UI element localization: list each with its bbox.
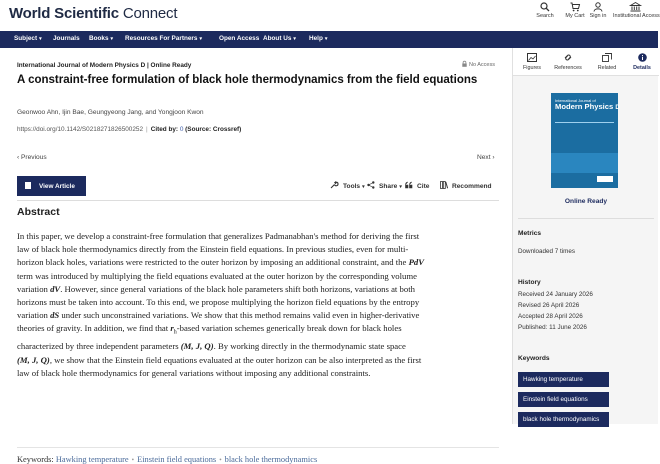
view-article-button[interactable] (17, 176, 86, 196)
article-title: A constraint-free formulation of black hole thermodynamics from the field equations (17, 74, 478, 86)
keywords-label: Keywords: (17, 455, 54, 464)
cover-title-letter: D (615, 105, 620, 111)
math-symbol: r (170, 323, 174, 334)
search-icon (540, 2, 550, 12)
recommend-button[interactable] (440, 181, 492, 190)
tab-label: Figures (523, 65, 541, 71)
abstract-line: term was introduced by multiplying the field equations evaluated at the outer horizon by the corresponding volume (17, 270, 418, 281)
chevron-left-icon: ‹ (17, 154, 22, 161)
next-label: Next (477, 154, 491, 161)
library-icon (440, 181, 448, 189)
cover-title-main: Modern Physics (555, 102, 614, 111)
chevron-down-icon: ▾ (39, 36, 42, 42)
chevron-down-icon: ▾ (324, 36, 328, 42)
nav-open-access[interactable]: Open Access (219, 35, 260, 42)
share-button[interactable] (367, 181, 402, 190)
journal-cover[interactable] (551, 93, 618, 188)
chevron-right-icon: › (490, 154, 495, 161)
publisher-logo (597, 176, 613, 182)
view-article-label: View Article (39, 183, 75, 190)
cover-line1: International Journal of (555, 98, 596, 103)
tab-related[interactable] (589, 53, 625, 71)
metrics-heading: Metrics (518, 230, 542, 237)
cite-label: Cite (417, 183, 430, 190)
share-label: Share (379, 183, 398, 190)
tools-label: Tools (343, 183, 361, 190)
keyword-link[interactable]: black hole thermodynamics (224, 455, 318, 464)
keyword-link[interactable]: Hawking temperature (55, 455, 129, 464)
history-revised: Revised 26 April 2026 (518, 302, 580, 309)
nav-resources[interactable]: Resources For Partners ▾ (125, 35, 202, 42)
tab-details[interactable] (624, 53, 660, 71)
journal-line[interactable]: International Journal of Modern Physics D | Online Ready (17, 62, 192, 69)
cover-rule (555, 122, 614, 123)
abstract-line: characterized by three independent parameters (M, J, Q). By working directly in the thermodynamic state space (17, 341, 406, 352)
chevron-down-icon: ▾ (293, 36, 296, 42)
keyword-button[interactable]: Hawking temperature (518, 372, 609, 387)
divider (518, 218, 654, 219)
math-symbol: (M, J, Q) (180, 341, 214, 352)
lock-icon (462, 61, 467, 67)
cart-label: My Cart (565, 13, 585, 19)
history-received: Received 24 January 2026 (518, 291, 593, 298)
keyword-separator: • (131, 456, 135, 464)
cover-band (551, 153, 618, 173)
nav-journals[interactable]: Journals (53, 35, 80, 42)
keyword-separator: • (219, 456, 222, 464)
institution-icon (630, 2, 641, 12)
keyword-link[interactable]: Einstein field equations (137, 455, 217, 464)
cited-by-count[interactable]: 0 (179, 126, 184, 133)
chevron-down-icon: ▾ (399, 184, 402, 190)
tab-references[interactable] (550, 53, 586, 71)
article-main (0, 48, 512, 464)
keywords-heading: Keywords (518, 355, 550, 362)
brand-light: Connect (122, 5, 178, 22)
divider (17, 447, 499, 448)
nav-books[interactable]: Books ▾ (89, 35, 114, 42)
online-ready-label[interactable]: Online Ready (564, 198, 608, 205)
history-heading: History (518, 279, 541, 286)
wrench-icon (330, 181, 338, 189)
figures-icon (527, 53, 537, 62)
signin-label: Sign in (589, 13, 607, 19)
no-access-badge (462, 61, 495, 68)
institution-button[interactable] (613, 2, 660, 19)
tab-label: Related (597, 65, 617, 71)
doi-line: https://doi.org/10.1142/S0218271826500252 | Cited by: 0 (Source: Crossref) (17, 126, 242, 133)
details-sidebar (512, 48, 658, 424)
nav-help[interactable]: Help ▾ (309, 35, 328, 42)
nav-about-us[interactable]: About Us ▾ (263, 35, 296, 42)
doi-link[interactable]: https://doi.org/10.1142/S0218271826500252 (17, 126, 144, 133)
authors[interactable]: Geonwoo Ahn, Ijin Bae, Geungyeong Jang, and Yongjoon Kwon (17, 109, 204, 116)
math-symbol: PdV (408, 257, 425, 268)
search-label: Search (536, 13, 554, 19)
tab-figures[interactable] (514, 53, 550, 71)
previous-link[interactable] (17, 154, 47, 161)
math-subscript: h (173, 330, 177, 337)
previous-label: Previous (21, 154, 47, 161)
abstract-line: (M, J, Q), we show that the Einstein field equations evaluated at the outer horizon can be also interpreted as the first (17, 354, 422, 365)
no-access-label: No Access (469, 62, 495, 68)
downloads-count: Downloaded 7 times (518, 248, 576, 255)
tab-label: References (554, 65, 582, 71)
abstract-line: variation dS under such unconstrained variations. We show that this method remains valid even in higher-derivative (17, 310, 420, 321)
chevron-down-icon: ▾ (199, 36, 202, 42)
next-link[interactable] (477, 154, 495, 161)
abstract-heading: Abstract (17, 206, 60, 218)
divider (17, 200, 499, 201)
abstract-line: horizons must be taken into account. To this end, we propose multiplying the horizon field equations by the entropy (17, 297, 420, 308)
abstract-line: horizon black holes, variations were restricted to the outer horizon by imposing an additional constraint, and the PdV (17, 257, 425, 268)
brand-bold: World Scientific (9, 5, 119, 22)
signin-icon (593, 2, 603, 12)
tab-label: Details (633, 65, 651, 71)
abstract-line: law of black hole thermodynamics for general variations without imposing any additional constraints. (17, 367, 371, 378)
cited-by-label: Cited by: (150, 126, 179, 133)
history-accepted: Accepted 28 April 2026 (518, 313, 583, 320)
signin-button[interactable] (578, 2, 618, 19)
references-icon (563, 53, 573, 62)
top-header (0, 0, 658, 31)
abstract-line: variation dV. However, since general variations of the black hole parameters shift both horizons, variations at both (17, 283, 415, 294)
keywords-row (17, 455, 317, 464)
history-published: Published: 11 June 2026 (518, 324, 587, 331)
document-icon (25, 182, 31, 189)
cover-title (555, 103, 620, 112)
site-logo[interactable] (9, 5, 177, 22)
abstract-text (17, 230, 503, 380)
keyword-button[interactable]: black hole thermodynamics (518, 412, 609, 427)
math-symbol: (M, J, Q) (17, 354, 50, 365)
sidebar-tabs (513, 48, 659, 76)
institution-label: Institutional Access (613, 13, 660, 19)
keyword-button[interactable]: Einstein field equations (518, 392, 609, 407)
info-icon (638, 53, 647, 62)
math-symbol: dV (50, 283, 61, 294)
tools-button[interactable] (330, 181, 365, 190)
cited-by-source: (Source: Crossref) (185, 126, 242, 133)
share-icon (367, 181, 375, 189)
abstract-line: law of black hole thermodynamics directly from the Einstein field equations. In previous studies, even for multi- (17, 244, 409, 255)
abstract-line: theories of gravity. In addition, we find that $r_h$-based variation schemes generically break down for black holes (17, 323, 402, 337)
nav-subject[interactable]: Subject ▾ (14, 35, 42, 42)
chevron-down-icon: ▾ (110, 36, 114, 42)
quote-icon (405, 181, 413, 189)
main-nav (0, 31, 658, 48)
related-icon (602, 53, 612, 62)
cite-button[interactable] (405, 181, 429, 190)
math-symbol: dS (50, 310, 60, 321)
chevron-down-icon: ▾ (362, 184, 365, 190)
recommend-label: Recommend (452, 183, 492, 190)
abstract-line: In this paper, we develop a constraint-free formulation that generalizes Padmanabhan's method for deriving the first (17, 231, 420, 241)
